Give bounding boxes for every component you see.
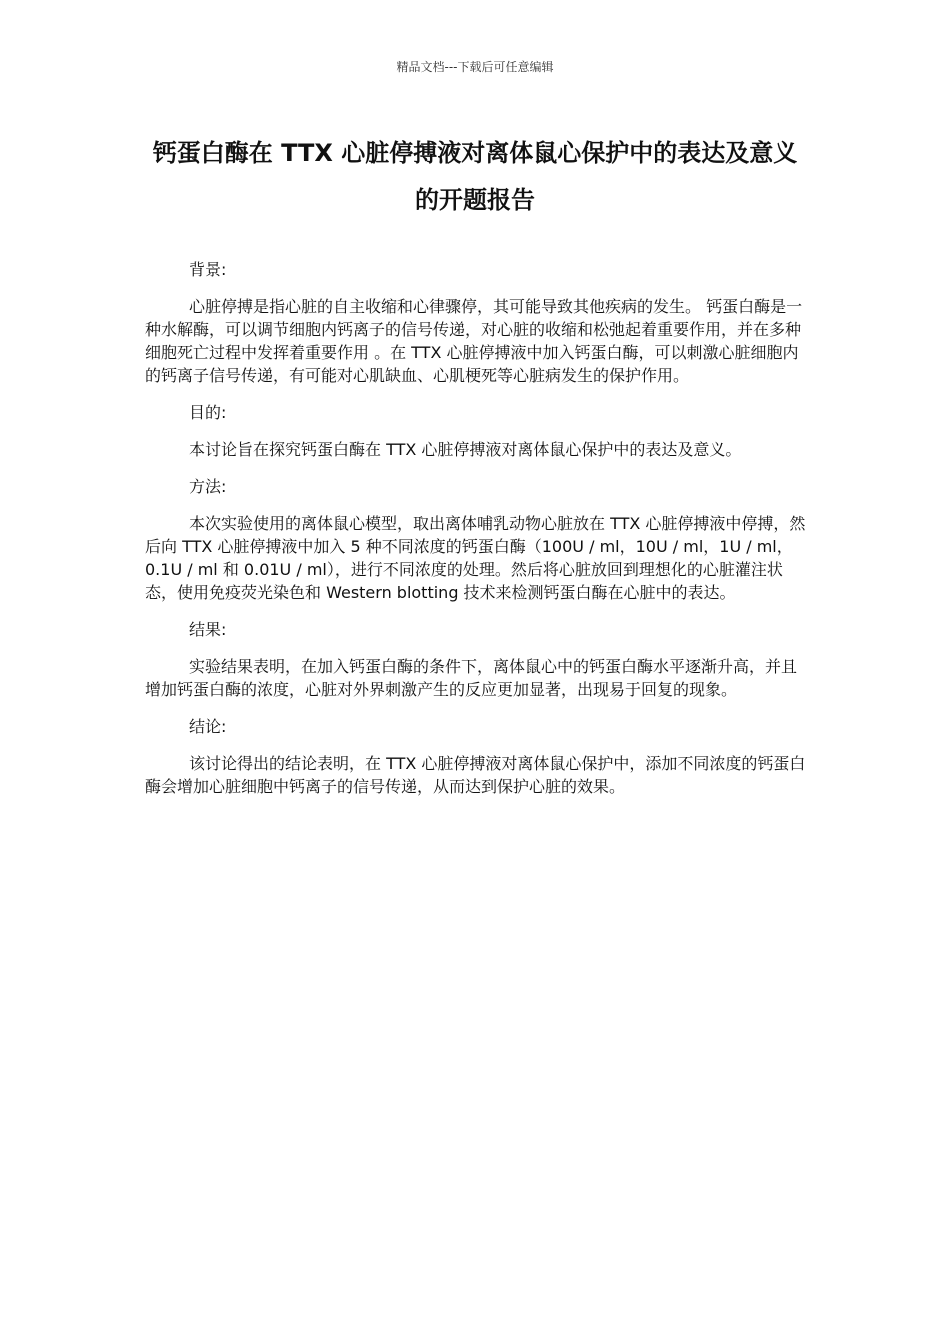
section-text-method: 本次实验使用的离体鼠心模型，取出离体哺乳动物心脏放在 TTX 心脏停搏液中停搏，然后向 TTX 心脏停搏液中加入 5 种不同浓度的钙蛋白酶（100U / ml，10U / ml，1U / ml，0.1U / ml 和 0.01U / ml），进行不同浓度的处理。然后将心脏放回到理想化的心脏灌注状态，使用免疫荧光染色和 Western blotting 技术来检测钙蛋白酶在心脏中的表达。 bbox=[145, 514, 806, 602]
section-heading-background: 背景: bbox=[189, 260, 227, 279]
section-text-background: 心脏停搏是指心脏的自主收缩和心律骤停，其可能导致其他疾病的发生。 钙蛋白酶是一种水解酶，可以调节细胞内钙离子的信号传递，对心脏的收缩和松弛起着重要作用，并在多种细胞死亡过程中发挥着重要作用 。在 TTX 心脏停搏液中加入钙蛋白酶，可以刺激心脏细胞内的钙离子信号传递，有可能对心肌缺血、心肌梗死等心脏病发生的保护作用。 bbox=[145, 297, 803, 385]
section-heading-results: 结果: bbox=[189, 620, 227, 639]
section-heading-method: 方法: bbox=[189, 477, 227, 496]
document-body bbox=[145, 258, 810, 812]
document-title: 钙蛋白酶在 TTX 心脏停搏液对离体鼠心保护中的表达及意义的开题报告 bbox=[152, 139, 798, 214]
section-text-purpose: 本讨论旨在探究钙蛋白酶在 TTX 心脏停搏液对离体鼠心保护中的表达及意义。 bbox=[189, 440, 742, 459]
section-text-conclusion: 该讨论得出的结论表明，在 TTX 心脏停搏液对离体鼠心保护中，添加不同浓度的钙蛋白酶会增加心脏细胞中钙离子的信号传递，从而达到保护心脏的效果。 bbox=[145, 754, 806, 796]
header-note: 精品文档---下载后可任意编辑 bbox=[396, 60, 554, 74]
section-heading-purpose: 目的: bbox=[189, 403, 227, 422]
section-text-results: 实验结果表明，在加入钙蛋白酶的条件下，离体鼠心中的钙蛋白酶水平逐渐升高，并且增加钙蛋白酶的浓度，心脏对外界刺激产生的反应更加显著，出现易于回复的现象。 bbox=[145, 657, 798, 699]
section-heading-conclusion: 结论: bbox=[189, 717, 227, 736]
